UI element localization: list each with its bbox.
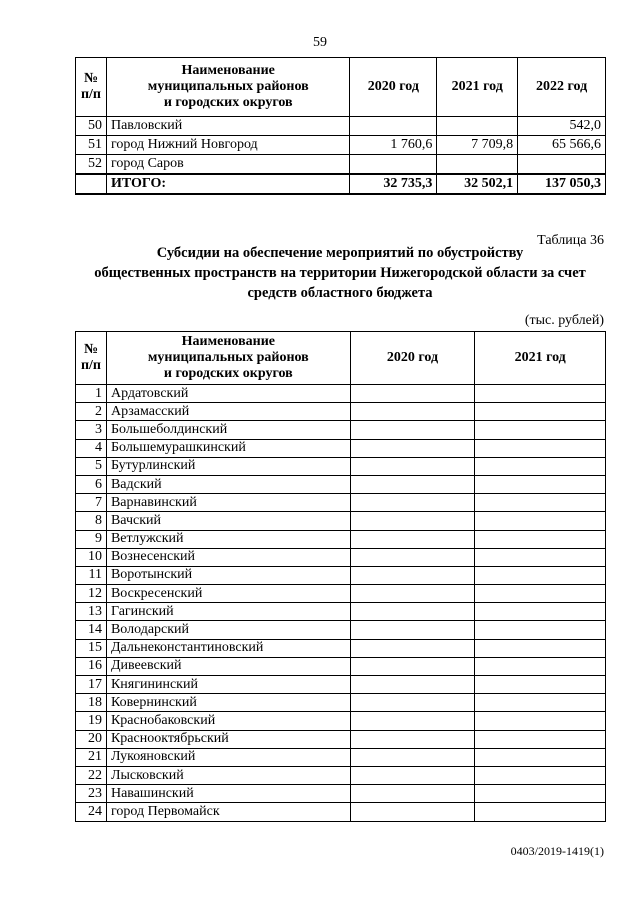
row-name: Навашинский: [106, 785, 350, 803]
row-num: 8: [76, 512, 107, 530]
row-2020: [350, 657, 475, 675]
row-2021: [475, 603, 606, 621]
row-2020: [350, 730, 475, 748]
total-label: ИТОГО:: [106, 174, 350, 194]
total-2021: 32 502,1: [437, 174, 518, 194]
row-name: Ковернинский: [106, 694, 350, 712]
row-num: 11: [76, 566, 107, 584]
row-2021: [475, 494, 606, 512]
row-num: 24: [76, 803, 107, 821]
table-row: [76, 748, 606, 766]
table-row: [76, 117, 606, 136]
row-num: 16: [76, 657, 107, 675]
title-line: средств областного бюджета: [247, 285, 433, 301]
row-num: 4: [76, 439, 107, 457]
row-2021: [475, 457, 606, 475]
row-2021: [475, 566, 606, 584]
header-2020: 2020 год: [350, 58, 437, 117]
row-name: Воскресенский: [106, 585, 350, 603]
title-line: Субсидии на обеспечение мероприятий по обустройству: [156, 245, 524, 261]
row-2021: [475, 766, 606, 784]
row-name: Вачский: [106, 512, 350, 530]
total-2020: 32 735,3: [350, 174, 437, 194]
row-2020: [350, 385, 475, 403]
table-title: [60, 243, 620, 303]
row-num: 22: [76, 766, 107, 784]
table-row: [76, 639, 606, 657]
row-2020: [350, 403, 475, 421]
row-name: Бутурлинский: [106, 457, 350, 475]
row-num: 51: [76, 136, 107, 155]
row-2020: [350, 803, 475, 821]
table-row: [76, 421, 606, 439]
table-row: [76, 136, 606, 155]
table-row: [76, 803, 606, 821]
document-code: 0403/2019-1419(1): [510, 844, 604, 858]
row-2021: [475, 657, 606, 675]
row-2020: [350, 117, 437, 136]
header-2021: 2021 год: [437, 58, 518, 117]
row-name: город Первомайск: [106, 803, 350, 821]
row-name: город Саров: [106, 155, 350, 175]
row-name: Краснооктябрьский: [106, 730, 350, 748]
row-2020: [350, 548, 475, 566]
row-2021: [475, 512, 606, 530]
row-2021: [475, 748, 606, 766]
header-name: Наименование муниципальных районов и городских округов: [106, 58, 350, 117]
row-name: Гагинский: [106, 603, 350, 621]
row-2021: [475, 712, 606, 730]
row-2021: [475, 530, 606, 548]
row-2021: [475, 585, 606, 603]
row-2020: [350, 530, 475, 548]
row-2020: [350, 621, 475, 639]
total-row: [76, 174, 606, 194]
row-num: 15: [76, 639, 107, 657]
row-name: Княгининский: [106, 676, 350, 694]
row-2021: [475, 639, 606, 657]
header-name: Наименование муниципальных районов и городских округов: [106, 332, 350, 385]
row-num: 52: [76, 155, 107, 175]
row-num: 23: [76, 785, 107, 803]
row-2020: [350, 155, 437, 175]
row-name: Дивеевский: [106, 657, 350, 675]
row-2020: [350, 785, 475, 803]
row-2020: [350, 603, 475, 621]
row-2020: [350, 694, 475, 712]
row-2020: [350, 748, 475, 766]
table-row: [76, 155, 606, 175]
row-name: Большеболдинский: [106, 421, 350, 439]
table-row: [76, 566, 606, 584]
row-2020: [350, 712, 475, 730]
row-name: Краснобаковский: [106, 712, 350, 730]
row-name: Варнавинский: [106, 494, 350, 512]
table-header-row: [76, 58, 606, 117]
header-2021: 2021 год: [475, 332, 606, 385]
row-2020: [350, 639, 475, 657]
table-label: Таблица 36: [537, 233, 604, 248]
row-2020: 1 760,6: [350, 136, 437, 155]
table-row: [76, 494, 606, 512]
header-num: № п/п: [76, 58, 107, 117]
row-2021: [475, 803, 606, 821]
row-num: 50: [76, 117, 107, 136]
row-num: 7: [76, 494, 107, 512]
row-name: Володарский: [106, 621, 350, 639]
table-row: [76, 657, 606, 675]
row-name: Павловский: [106, 117, 350, 136]
row-2021: [475, 621, 606, 639]
row-num: 13: [76, 603, 107, 621]
table-subsidies-continued: [75, 57, 606, 195]
row-name: Лысковский: [106, 766, 350, 784]
row-num: 1: [76, 385, 107, 403]
row-2020: [350, 676, 475, 694]
row-2022: 65 566,6: [518, 136, 606, 155]
page-number: 59: [313, 35, 327, 50]
table-row: [76, 766, 606, 784]
row-num: 14: [76, 621, 107, 639]
row-name: Вознесенский: [106, 548, 350, 566]
table-public-spaces-subsidies: [75, 331, 606, 822]
row-num: 10: [76, 548, 107, 566]
table-row: [76, 403, 606, 421]
table-row: [76, 512, 606, 530]
header-2020: 2020 год: [350, 332, 475, 385]
row-2021: [475, 676, 606, 694]
row-2020: [350, 566, 475, 584]
row-2022: [518, 155, 606, 175]
row-name: Дальнеконстантиновский: [106, 639, 350, 657]
row-2020: [350, 439, 475, 457]
row-2020: [350, 457, 475, 475]
header-2022: 2022 год: [518, 58, 606, 117]
table-row: [76, 785, 606, 803]
row-num: 3: [76, 421, 107, 439]
row-2021: [475, 730, 606, 748]
row-name: Арзамасский: [106, 403, 350, 421]
table-row: [76, 603, 606, 621]
title-line: общественных пространств на территории Нижегородской области за счет: [94, 265, 586, 281]
table-row: [76, 548, 606, 566]
row-2022: 542,0: [518, 117, 606, 136]
row-name: город Нижний Новгород: [106, 136, 350, 155]
table-row: [76, 457, 606, 475]
row-name: Вадский: [106, 475, 350, 493]
row-2021: [475, 403, 606, 421]
row-2021: [437, 155, 518, 175]
row-2021: 7 709,8: [437, 136, 518, 155]
row-name: Большемурашкинский: [106, 439, 350, 457]
row-num: 21: [76, 748, 107, 766]
table-row: [76, 694, 606, 712]
row-num: 18: [76, 694, 107, 712]
row-2021: [475, 439, 606, 457]
row-num: 2: [76, 403, 107, 421]
row-2020: [350, 494, 475, 512]
table-row: [76, 475, 606, 493]
row-num: 20: [76, 730, 107, 748]
row-num: 19: [76, 712, 107, 730]
table-row: [76, 621, 606, 639]
row-2021: [475, 785, 606, 803]
table-header-row: [76, 332, 606, 385]
row-2020: [350, 512, 475, 530]
table-row: [76, 712, 606, 730]
table-row: [76, 385, 606, 403]
header-num: № п/п: [76, 332, 107, 385]
row-num: 12: [76, 585, 107, 603]
table-row: [76, 730, 606, 748]
row-2021: [475, 694, 606, 712]
row-name: Ветлужский: [106, 530, 350, 548]
row-2020: [350, 475, 475, 493]
row-2021: [475, 475, 606, 493]
row-2020: [350, 421, 475, 439]
row-num: 6: [76, 475, 107, 493]
table-row: [76, 530, 606, 548]
row-num: 17: [76, 676, 107, 694]
row-2020: [350, 585, 475, 603]
row-2021: [475, 548, 606, 566]
row-num: 5: [76, 457, 107, 475]
units-label: (тыс. рублей): [524, 313, 604, 328]
row-num: 9: [76, 530, 107, 548]
row-name: Лукояновский: [106, 748, 350, 766]
table-row: [76, 676, 606, 694]
total-2022: 137 050,3: [518, 174, 606, 194]
row-name: Ардатовский: [106, 385, 350, 403]
total-num: [76, 174, 107, 194]
row-name: Воротынский: [106, 566, 350, 584]
row-2021: [475, 385, 606, 403]
row-2020: [350, 766, 475, 784]
row-2021: [475, 421, 606, 439]
table-row: [76, 585, 606, 603]
row-2021: [437, 117, 518, 136]
table-row: [76, 439, 606, 457]
